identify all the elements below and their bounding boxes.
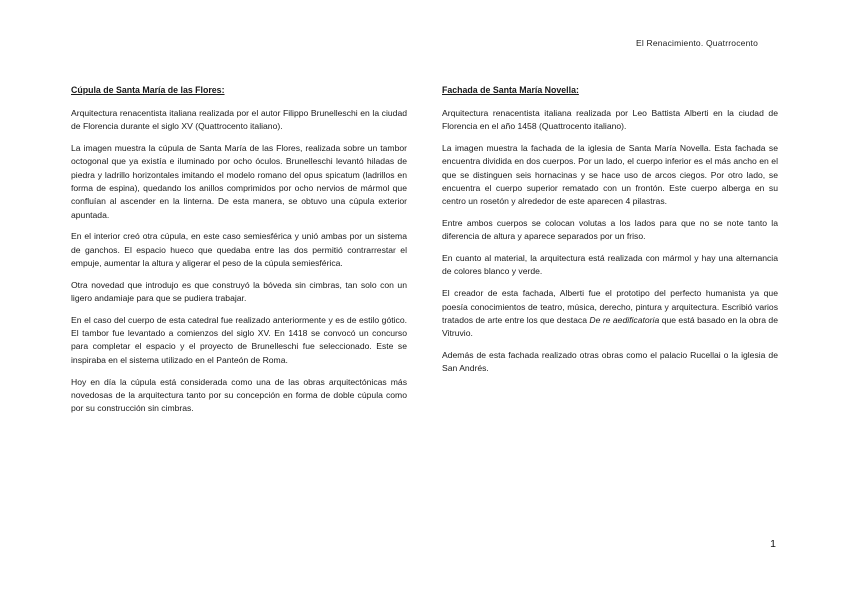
- paragraph: En cuanto al material, la arquitectura está realizada con mármol y hay una alternancia de colores blanco y verde.: [442, 253, 778, 277]
- paragraph: Arquitectura renacentista italiana realizada por el autor Filippo Brunelleschi en la ciudad de Florencia durante el siglo XV (Quattrocento italiano).: [71, 108, 407, 132]
- page-number: 1: [770, 538, 776, 550]
- page-header: El Renacimiento. Quatrrocento: [635, 38, 758, 48]
- paragraph: Otra novedad que introdujo es que construyó la bóveda sin cimbras, tan solo con un ligero andamiaje para que se pudiera trabajar.: [71, 279, 407, 304]
- text-run: El creador de esta fachada, Alberti fue el prototipo del perfecto humanista ya que poesía conocimientos de teatro, música, derecho, pintura y arquitectura. Escribió varios tratados de arte entre los que destaca: [442, 288, 778, 325]
- text-run: que está basado en la obra de Vitruvio.: [442, 314, 778, 339]
- right-column: [442, 84, 778, 384]
- paragraph: En el interior creó otra cúpula, en este caso semiesférica y unió ambas por un sistema de ganchos. El espacio hueco que quedaba entre las dos permitió contrarrestar el empuje, aumentar la altura y aligerar el peso de la cúpula semiesférica.: [71, 231, 407, 268]
- paragraph: Arquitectura renacentista italiana realizada por Leo Battista Alberti en la ciudad de Florencia en el año 1458 (Quattrocento italiano).: [442, 108, 778, 132]
- fachada-heading: Fachada de Santa María Novella:: [442, 85, 579, 95]
- paragraph: Hoy en día la cúpula está considerada como una de las obras arquitectónicas más novedosas de la arquitectura tanto por su concepción en forma de doble cúpula como por su construcción sin cimbras.: [71, 376, 407, 414]
- paragraph: La imagen muestra la fachada de la iglesia de Santa María Novella. Esta fachada se encuentra dividida en dos cuerpos. Por un lado, el cuerpo inferior es el más ancho en el que se distinguen seis hornacinas y se hace uso de arcos ciegos. Por otro lado, se encuentra el cuerpo superior rematado con un frontón. Este cuerpo alberga en su centro un rosetón y alrededor de este aparecen 4 pilastras.: [442, 143, 778, 207]
- book-title: De re aedificatoria: [589, 314, 660, 325]
- paragraph: La imagen muestra la cúpula de Santa María de las Flores, realizada sobre un tambor octogonal que ya existía e iluminado por ocho óculos. Brunelleschi levantó hiladas de piedra y ladrillo horizontales imitando el modelo romano del opus spicatum (ladrillos en forma de espina), quedando los anillos comprimidos por ocho nervios de mármol que confluían al ascender en la linterna. De esta manera, se obtuvo una cúpula exterior apuntada.: [71, 143, 407, 220]
- paragraph-alberti: [442, 287, 778, 340]
- cupula-heading: Cúpula de Santa María de las Flores:: [71, 85, 225, 95]
- paragraph: Entre ambos cuerpos se colocan volutas a los lados para que no se note tanto la diferencia de altura y aparece separados por un friso.: [442, 218, 778, 242]
- paragraph: En el caso del cuerpo de esta catedral fue realizado anteriormente y es de estilo gótico. El tambor fue levantado a comienzos del siglo XV. En 1418 se convocó un concurso para completar el espacio y el proyecto de Brunelleschi fue seleccionado. Este se inspiraba en el sistema utilizado en el Panteón de Roma.: [71, 314, 407, 365]
- left-column: [71, 84, 407, 424]
- paragraph: Además de esta fachada realizado otras obras como el palacio Rucellai o la iglesia de San Andrés.: [442, 349, 778, 374]
